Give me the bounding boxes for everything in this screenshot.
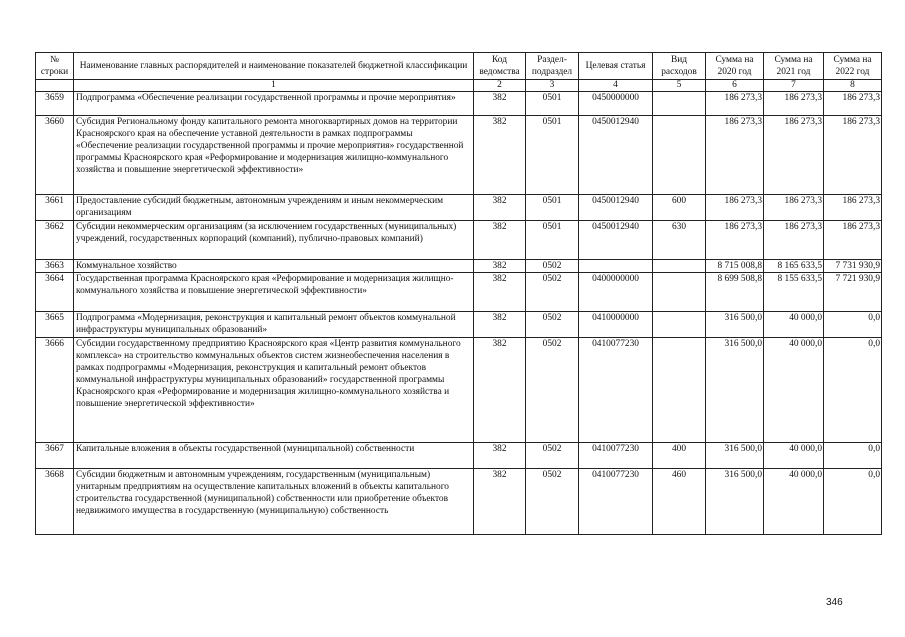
row-name: Субсидии бюджетным и автономным учреждениям, государственным (муниципальным) унитарным предприятиям на осуществление капитальных вложений в объекты капитального строительства государственной (муниципальной) собственности или приобретение объектов недвижимого имущества в государственную (муниципальную) собственность (74, 469, 474, 535)
column-number: 1 (74, 80, 474, 92)
row-sum-2022: 0,0 (824, 443, 882, 469)
row-name: Коммунальное хозяйство (74, 260, 474, 273)
row-sum-2021: 186 273,3 (764, 116, 824, 195)
row-name: Субсидии некоммерческим организациям (за исключением государственных (муниципальных) учреждений, государственных корпораций (компаний), публично-правовых компаний) (74, 221, 474, 260)
row-line-number: 3667 (36, 443, 74, 469)
row-target-article: 0410000000 (579, 312, 653, 338)
budget-table-sheet (35, 52, 881, 535)
row-target-article: 0450012940 (579, 195, 653, 221)
row-sum-2022: 0,0 (824, 469, 882, 535)
row-line-number: 3659 (36, 92, 74, 116)
column-header: Сумма на 2020 год (706, 53, 764, 80)
row-department-code: 382 (474, 338, 526, 443)
row-sum-2022: 7 721 930,9 (824, 273, 882, 312)
row-target-article: 0450012940 (579, 116, 653, 195)
column-header: Целевая статья (579, 53, 653, 80)
row-sum-2021: 186 273,3 (764, 221, 824, 260)
row-sum-2020: 186 273,3 (706, 116, 764, 195)
row-sum-2020: 316 500,0 (706, 312, 764, 338)
row-sum-2022: 186 273,3 (824, 195, 882, 221)
row-section: 0502 (526, 443, 579, 469)
row-section: 0502 (526, 338, 579, 443)
row-sum-2022: 0,0 (824, 312, 882, 338)
row-sum-2021: 40 000,0 (764, 469, 824, 535)
row-target-article: 0450012940 (579, 221, 653, 260)
row-line-number: 3666 (36, 338, 74, 443)
row-sum-2021: 186 273,3 (764, 92, 824, 116)
table-row (36, 443, 882, 469)
row-line-number: 3664 (36, 273, 74, 312)
row-sum-2021: 186 273,3 (764, 195, 824, 221)
row-sum-2022: 7 731 930,9 (824, 260, 882, 273)
row-sum-2022: 186 273,3 (824, 92, 882, 116)
row-target-article: 0410077230 (579, 443, 653, 469)
column-header: Раздел-подраздел (526, 53, 579, 80)
table-row (36, 221, 882, 260)
row-section: 0501 (526, 221, 579, 260)
row-department-code: 382 (474, 260, 526, 273)
row-department-code: 382 (474, 195, 526, 221)
row-expense-kind (653, 260, 706, 273)
row-line-number: 3662 (36, 221, 74, 260)
row-line-number: 3661 (36, 195, 74, 221)
table-row (36, 195, 882, 221)
row-sum-2021: 40 000,0 (764, 443, 824, 469)
row-section: 0501 (526, 195, 579, 221)
row-section: 0502 (526, 312, 579, 338)
column-number: 2 (474, 80, 526, 92)
table-row (36, 92, 882, 116)
row-target-article: 0450000000 (579, 92, 653, 116)
column-header: Вид расходов (653, 53, 706, 80)
row-name: Подпрограмма «Обеспечение реализации государственной программы и прочие мероприятия» (74, 92, 474, 116)
row-expense-kind: 460 (653, 469, 706, 535)
row-sum-2020: 8 715 008,8 (706, 260, 764, 273)
table-row (36, 469, 882, 535)
row-line-number: 3665 (36, 312, 74, 338)
row-line-number: 3660 (36, 116, 74, 195)
column-number (36, 80, 74, 92)
row-department-code: 382 (474, 92, 526, 116)
table-row (36, 312, 882, 338)
row-department-code: 382 (474, 221, 526, 260)
row-expense-kind (653, 273, 706, 312)
row-name: Субсидии государственному предприятию Красноярского края «Центр развития коммунального комплекса» на строительство коммунальных объектов систем жизнеобеспечения населения в рамках подпрограммы «Модернизация, реконструкция и капитальный ремонт объектов коммунальной инфраструктуры муниципальных образований» государственной программы Красноярского края «Реформирование и модернизация жилищно-коммунального хозяйства и повышение энергетической эффективности» (74, 338, 474, 443)
header-row (36, 53, 882, 80)
column-number: 6 (706, 80, 764, 92)
row-sum-2022: 186 273,3 (824, 116, 882, 195)
row-sum-2021: 8 165 633,5 (764, 260, 824, 273)
row-expense-kind: 400 (653, 443, 706, 469)
row-sum-2020: 8 699 508,8 (706, 273, 764, 312)
column-header: Сумма на 2021 год (764, 53, 824, 80)
row-sum-2020: 316 500,0 (706, 338, 764, 443)
column-number: 4 (579, 80, 653, 92)
row-sum-2020: 186 273,3 (706, 195, 764, 221)
table-row (36, 273, 882, 312)
row-name: Подпрограмма «Модернизация, реконструкция и капитальный ремонт объектов коммунальной инфраструктуры муниципальных образований» (74, 312, 474, 338)
row-sum-2020: 186 273,3 (706, 221, 764, 260)
row-section: 0502 (526, 469, 579, 535)
table-row (36, 260, 882, 273)
column-header: Код ведомства (474, 53, 526, 80)
row-department-code: 382 (474, 469, 526, 535)
row-sum-2022: 0,0 (824, 338, 882, 443)
row-expense-kind (653, 338, 706, 443)
column-number: 7 (764, 80, 824, 92)
row-expense-kind (653, 116, 706, 195)
table-row (36, 338, 882, 443)
row-department-code: 382 (474, 273, 526, 312)
column-header: Наименование главных распорядителей и наименование показателей бюджетной классификации (74, 53, 474, 80)
column-number: 5 (653, 80, 706, 92)
row-expense-kind: 630 (653, 221, 706, 260)
row-target-article: 0400000000 (579, 273, 653, 312)
row-name: Предоставление субсидий бюджетным, автономным учреждениям и иным некоммерческим организациям (74, 195, 474, 221)
row-expense-kind: 600 (653, 195, 706, 221)
row-department-code: 382 (474, 312, 526, 338)
row-sum-2021: 40 000,0 (764, 312, 824, 338)
column-header: № строки (36, 53, 74, 80)
row-sum-2021: 40 000,0 (764, 338, 824, 443)
row-sum-2021: 8 155 633,5 (764, 273, 824, 312)
column-number-row (36, 80, 882, 92)
row-sum-2020: 316 500,0 (706, 443, 764, 469)
row-section: 0501 (526, 92, 579, 116)
row-section: 0502 (526, 260, 579, 273)
row-line-number: 3663 (36, 260, 74, 273)
table-row (36, 116, 882, 195)
row-expense-kind (653, 92, 706, 116)
row-target-article: 0410077230 (579, 338, 653, 443)
row-sum-2022: 186 273,3 (824, 221, 882, 260)
row-department-code: 382 (474, 116, 526, 195)
row-target-article: 0410077230 (579, 469, 653, 535)
row-name: Капитальные вложения в объекты государственной (муниципальной) собственности (74, 443, 474, 469)
row-department-code: 382 (474, 443, 526, 469)
column-number: 8 (824, 80, 882, 92)
row-name: Государственная программа Красноярского края «Реформирование и модернизация жилищно-коммунального хозяйства и повышение энергетической эффективности» (74, 273, 474, 312)
row-name: Субсидия Региональному фонду капитального ремонта многоквартирных домов на территории Красноярского края на обеспечение уставной деятельности в рамках подпрограммы «Обеспечение реализации государственной программы и прочие мероприятия» государственной программы Красноярского края «Реформирование и модернизация жилищно-коммунального хозяйства и повышение энергетической эффективности» (74, 116, 474, 195)
row-section: 0501 (526, 116, 579, 195)
column-header: Сумма на 2022 год (824, 53, 882, 80)
page-number: 346 (826, 597, 843, 608)
budget-table (35, 52, 882, 535)
row-target-article (579, 260, 653, 273)
row-section: 0502 (526, 273, 579, 312)
row-expense-kind (653, 312, 706, 338)
row-sum-2020: 186 273,3 (706, 92, 764, 116)
column-number: 3 (526, 80, 579, 92)
row-sum-2020: 316 500,0 (706, 469, 764, 535)
row-line-number: 3668 (36, 469, 74, 535)
